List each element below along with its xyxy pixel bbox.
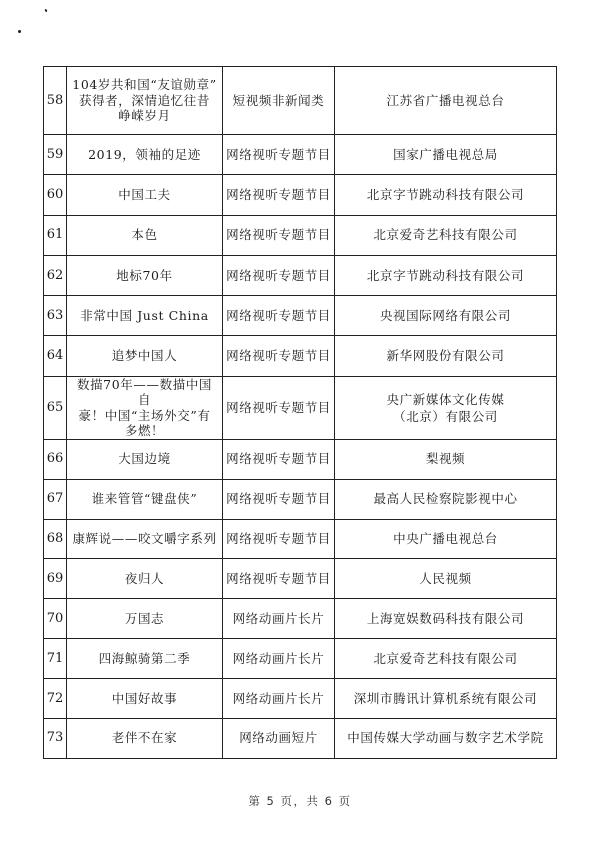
table-row xyxy=(44,215,557,255)
organization-line: 北京爱奇艺科技有限公司 xyxy=(373,227,518,243)
work-title-cell xyxy=(67,559,223,599)
organization-cell xyxy=(335,135,557,175)
organization-line: 梨视频 xyxy=(425,451,466,467)
work-title-line: 追梦中国人 xyxy=(111,348,178,364)
table-row xyxy=(44,439,557,479)
category-cell: 网络视听专题节目 xyxy=(223,296,335,336)
organization-line: 北京字节跳动科技有限公司 xyxy=(366,186,525,202)
work-title-line: 104岁共和国“友谊勋章” xyxy=(72,77,217,93)
organization-cell xyxy=(335,559,557,599)
table-row xyxy=(44,639,557,679)
work-title-line: 豪！中国“主场外交”有 xyxy=(78,407,211,423)
organization-line: 最高人民检察院影视中心 xyxy=(373,491,518,507)
work-title-line: 万国志 xyxy=(124,610,165,626)
row-number-cell: 69 xyxy=(44,559,67,599)
organization-line: 国家广播电视总局 xyxy=(393,146,498,162)
category-cell: 网络视听专题节目 xyxy=(223,215,335,255)
award-list-table-container xyxy=(43,66,556,759)
work-title-cell xyxy=(67,439,223,479)
table-row xyxy=(44,67,557,135)
row-number-cell: 60 xyxy=(44,175,67,215)
row-number-cell: 70 xyxy=(44,599,67,639)
organization-cell xyxy=(335,719,557,759)
organization-cell xyxy=(335,599,557,639)
work-title-line: 本色 xyxy=(131,227,158,243)
organization-line: 中国传媒大学动画与数字艺术学院 xyxy=(347,730,544,746)
row-number-cell: 64 xyxy=(44,336,67,376)
organization-cell xyxy=(335,519,557,559)
table-row xyxy=(44,679,557,719)
organization-cell xyxy=(335,336,557,376)
table-row xyxy=(44,479,557,519)
organization-cell xyxy=(335,479,557,519)
row-number-cell: 73 xyxy=(44,719,67,759)
work-title-cell xyxy=(67,67,223,135)
work-title-cell xyxy=(67,639,223,679)
scan-speck xyxy=(44,9,47,13)
work-title-line: 中国工夫 xyxy=(118,186,171,202)
work-title-line: 地标70年 xyxy=(116,267,173,283)
table-row xyxy=(44,559,557,599)
table-row xyxy=(44,296,557,336)
organization-line: 新华网股份有限公司 xyxy=(386,348,505,364)
work-title-line: 2019，领袖的足迹 xyxy=(88,146,201,162)
work-title-line: 数描70年——数描中国 自 xyxy=(76,376,212,408)
scan-speck xyxy=(18,30,21,33)
row-number-cell: 58 xyxy=(44,67,67,135)
organization-cell xyxy=(335,376,557,439)
table-row xyxy=(44,135,557,175)
category-cell: 网络视听专题节目 xyxy=(223,255,335,295)
table-row xyxy=(44,336,557,376)
category-cell: 网络视听专题节目 xyxy=(223,135,335,175)
work-title-line: 谁来管管“键盘侠” xyxy=(91,491,198,507)
table-row xyxy=(44,519,557,559)
category-cell: 网络视听专题节目 xyxy=(223,439,335,479)
row-number-cell: 62 xyxy=(44,255,67,295)
work-title-cell xyxy=(67,599,223,639)
work-title-line: 大国边境 xyxy=(118,451,171,467)
category-cell: 网络视听专题节目 xyxy=(223,175,335,215)
organization-line: 江苏省广播电视总台 xyxy=(386,92,505,108)
organization-line: 央视国际网络有限公司 xyxy=(379,307,511,323)
organization-cell xyxy=(335,639,557,679)
category-cell: 网络动画短片 xyxy=(223,719,335,759)
row-number-cell: 72 xyxy=(44,679,67,719)
organization-cell xyxy=(335,215,557,255)
category-cell: 网络动画片长片 xyxy=(223,599,335,639)
work-title-cell xyxy=(67,215,223,255)
work-title-line: 多燃！ xyxy=(124,423,165,439)
category-cell: 网络视听专题节目 xyxy=(223,336,335,376)
organization-line: （北京）有限公司 xyxy=(393,408,498,424)
category-cell: 网络动画片长片 xyxy=(223,639,335,679)
work-title-cell xyxy=(67,679,223,719)
row-number-cell: 59 xyxy=(44,135,67,175)
row-number-cell: 66 xyxy=(44,439,67,479)
work-title-cell xyxy=(67,479,223,519)
work-title-cell xyxy=(67,135,223,175)
page-number-footer: 第 5 页，共 6 页 xyxy=(248,794,352,808)
row-number-cell: 68 xyxy=(44,519,67,559)
table-row xyxy=(44,175,557,215)
category-cell: 网络动画片长片 xyxy=(223,679,335,719)
category-cell: 网络视听专题节目 xyxy=(223,479,335,519)
organization-line: 央广新媒体文化传媒 xyxy=(386,391,505,407)
organization-cell xyxy=(335,255,557,295)
work-title-line: 非常中国 Just China xyxy=(80,307,209,323)
organization-line: 上海宽娱数码科技有限公司 xyxy=(366,610,525,626)
organization-cell xyxy=(335,439,557,479)
category-cell: 短视频非新闻类 xyxy=(223,67,335,135)
work-title-cell xyxy=(67,175,223,215)
work-title-cell xyxy=(67,376,223,439)
category-cell: 网络视听专题节目 xyxy=(223,519,335,559)
work-title-line: 四海鲸骑第二季 xyxy=(98,650,191,666)
row-number-cell: 67 xyxy=(44,479,67,519)
table-row xyxy=(44,719,557,759)
category-cell: 网络视听专题节目 xyxy=(223,559,335,599)
row-number-cell: 63 xyxy=(44,296,67,336)
organization-cell xyxy=(335,679,557,719)
organization-cell xyxy=(335,67,557,135)
work-title-line: 中国好故事 xyxy=(111,690,178,706)
award-list-table xyxy=(43,66,557,759)
work-title-line: 夜归人 xyxy=(124,570,165,586)
table-row xyxy=(44,376,557,439)
organization-cell xyxy=(335,296,557,336)
row-number-cell: 71 xyxy=(44,639,67,679)
work-title-cell xyxy=(67,519,223,559)
row-number-cell: 65 xyxy=(44,376,67,439)
work-title-line: 老伴不在家 xyxy=(111,730,178,746)
work-title-line: 康辉说——咬文嚼字系列 xyxy=(72,531,217,546)
organization-line: 中央广播电视总台 xyxy=(393,531,498,546)
organization-line: 北京字节跳动科技有限公司 xyxy=(366,267,525,283)
organization-line: 北京爱奇艺科技有限公司 xyxy=(373,650,518,666)
work-title-cell xyxy=(67,296,223,336)
work-title-line: 峥嵘岁月 xyxy=(118,108,171,124)
work-title-cell xyxy=(67,719,223,759)
organization-line: 人民视频 xyxy=(419,570,472,586)
category-cell: 网络视听专题节目 xyxy=(223,376,335,439)
organization-line: 深圳市腾讯计算机系统有限公司 xyxy=(353,690,538,706)
table-body xyxy=(44,67,557,759)
table-row xyxy=(44,255,557,295)
work-title-cell xyxy=(67,336,223,376)
table-row xyxy=(44,599,557,639)
work-title-cell xyxy=(67,255,223,295)
organization-cell xyxy=(335,175,557,215)
row-number-cell: 61 xyxy=(44,215,67,255)
work-title-line: 获得者，深情追忆往昔 xyxy=(78,92,210,108)
